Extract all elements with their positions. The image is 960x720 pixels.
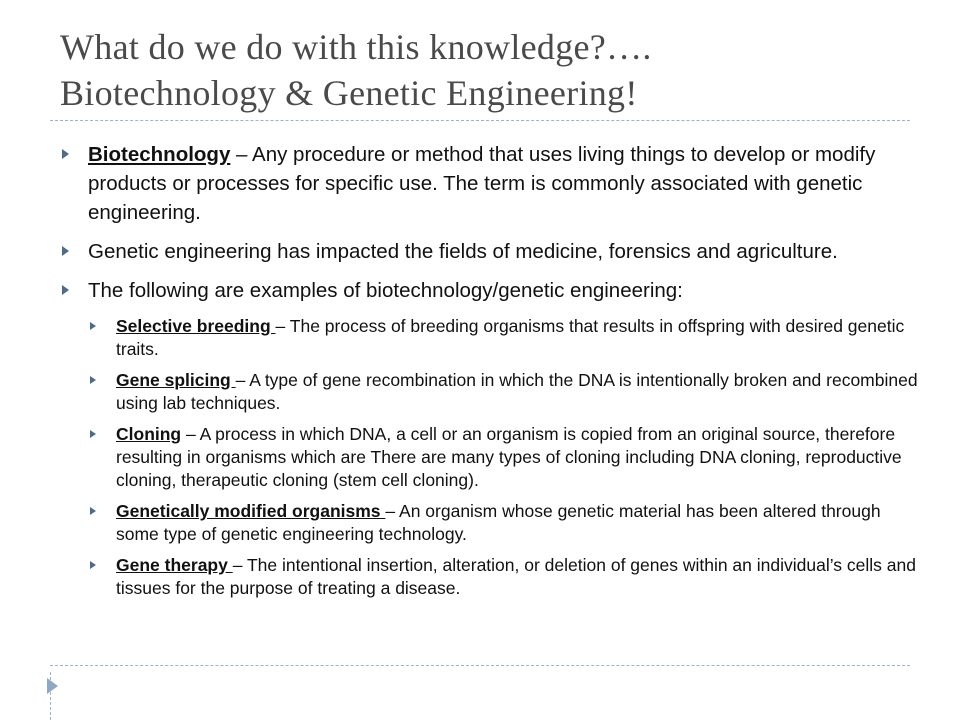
example-text xyxy=(116,423,920,492)
definition-biotechnology: – Any procedure or method that uses living things to develop or modify products or processes for specific use. The term is commonly associated with genetic engineering. xyxy=(88,143,876,224)
sub-bullet-arrow-icon xyxy=(88,554,116,574)
slide-body xyxy=(60,140,920,608)
sub-bullet-arrow-icon xyxy=(88,500,116,520)
sub-bullet-arrow-icon xyxy=(88,315,116,335)
term-gene-splicing: Gene splicing xyxy=(116,370,236,390)
example-text xyxy=(116,315,920,361)
definition-gene-therapy: – The intentional insertion, alteration, or deletion of genes within an individual’s cells and tissues for the purpose of treating a disease. xyxy=(116,555,916,598)
corner-arrow-icon xyxy=(47,678,58,694)
slide-title-line-2: Biotechnology & Genetic Engineering! xyxy=(60,73,638,113)
term-cloning: Cloning xyxy=(116,424,182,444)
term-gene-therapy: Gene therapy xyxy=(116,555,233,575)
bullet-examples-intro xyxy=(60,276,920,305)
example-gmo xyxy=(88,500,920,546)
bullet-arrow-icon xyxy=(60,276,88,300)
footer-divider xyxy=(50,665,910,666)
definition-gmo: – An organism whose genetic material has been altered through some type of genetic engineering technology. xyxy=(116,501,881,544)
bullet-text: Genetic engineering has impacted the fields of medicine, forensics and agriculture. xyxy=(88,240,838,263)
definition-cloning: – A process in which DNA, a cell or an organism is copied from an original source, therefore resulting in organisms which are There are many types of cloning including DNA cloning, reproductive cloning, therapeutic cloning (stem cell cloning). xyxy=(116,424,902,490)
example-gene-splicing xyxy=(88,369,920,415)
term-biotechnology: Biotechnology xyxy=(88,143,231,166)
bullet-arrow-icon xyxy=(60,140,88,164)
example-text xyxy=(116,369,920,415)
bullet-arrow-icon xyxy=(60,237,88,261)
example-text xyxy=(116,500,920,546)
definition-gene-splicing: – A type of gene recombination in which the DNA is intentionally broken and recombined using lab techniques. xyxy=(116,370,918,413)
bullet-biotechnology xyxy=(60,140,920,227)
sub-bullet-arrow-icon xyxy=(88,369,116,389)
bullet-genetic-engineering-impact xyxy=(60,237,920,266)
slide-title xyxy=(60,24,920,116)
bullet-text: The following are examples of biotechnology/genetic engineering: xyxy=(88,279,683,302)
term-gmo: Genetically modified organisms xyxy=(116,501,386,521)
bullet-text xyxy=(88,140,920,227)
definition-selective-breeding: – The process of breeding organisms that results in offspring with desired genetic traits. xyxy=(116,316,905,359)
example-cloning xyxy=(88,423,920,492)
example-text xyxy=(116,554,920,600)
sub-bullet-arrow-icon xyxy=(88,423,116,443)
slide-title-line-1: What do we do with this knowledge?…. xyxy=(60,27,652,67)
example-gene-therapy xyxy=(88,554,920,600)
term-selective-breeding: Selective breeding xyxy=(116,316,276,336)
example-selective-breeding xyxy=(88,315,920,361)
title-divider xyxy=(50,120,910,121)
